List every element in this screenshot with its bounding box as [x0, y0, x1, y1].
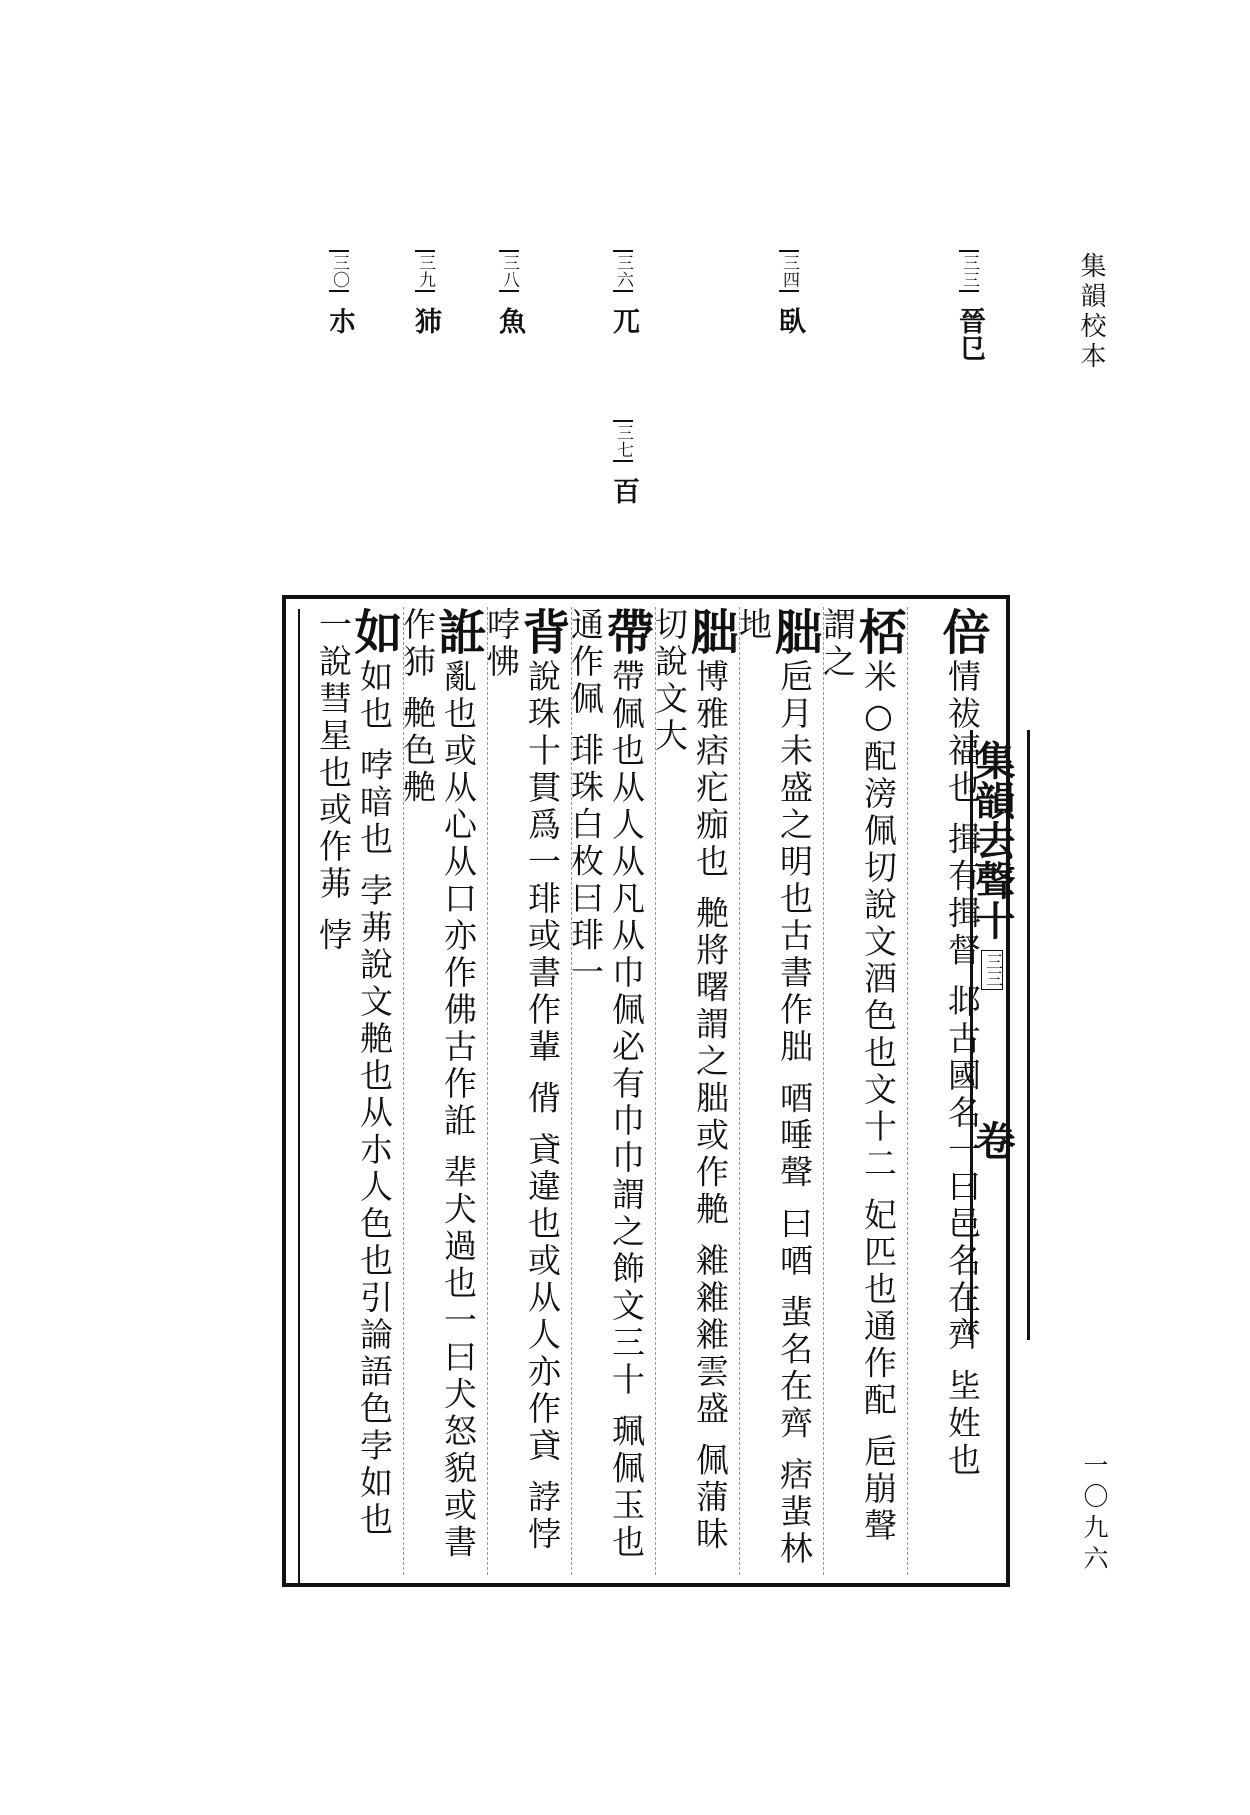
note-number: 三七 — [613, 420, 633, 462]
collation-note — [490, 250, 529, 334]
column-text: 帶佩也从人从凡从巾佩必有巾巾謂之飾文三十 珮佩玉也通作佩 琲珠白枚曰琲一 — [566, 607, 646, 1562]
fascicle-margin-label — [970, 730, 1030, 1340]
headword: 胐 — [682, 607, 738, 659]
margin-title: 集韻去聲十 — [969, 740, 1016, 940]
note-text: 兀 — [608, 307, 639, 335]
note-number: 三八 — [499, 250, 519, 292]
text-column — [650, 607, 738, 1575]
collation-note — [406, 250, 445, 334]
column-text: 博雅痞疕痂也 艴將曙謂之胐或作艴 䨀䨀䨀雲盛 佩蒲昧切說文大 — [650, 607, 730, 1554]
note-number: 三〇 — [329, 250, 349, 292]
margin-end-mark: 卷 — [969, 1120, 1016, 1160]
text-columns — [308, 607, 990, 1575]
headword: 胐 — [766, 607, 822, 659]
note-number: 三六 — [613, 250, 633, 292]
headword: 䛘 — [430, 607, 486, 659]
page-header-title: 集韻校本 — [1076, 252, 1106, 372]
column-text: 如也 哱暗也 孛茀說文艴也从朩人色也引論語色孛如也一說彗星也或作茀 悖 — [314, 607, 394, 1539]
column-text: 亂也或从心从口亦作佛古作䛘 㹃犬過也一曰犬怒貌或書作犻 艴色艴 — [398, 607, 478, 1562]
collation-note — [604, 250, 643, 334]
headword: 帶 — [598, 607, 654, 659]
text-column — [734, 607, 822, 1575]
note-text: 朩 — [324, 307, 355, 335]
note-number: 三四 — [779, 250, 799, 292]
column-text: 巵月未盛之明也古書作朏 唒唾聲 曰唒 蜚名在齊 痞蜚林地 — [734, 607, 814, 1568]
column-text: 情祓福也 揖有揖督 邶古國名一曰邑名在齊 坒姓也 — [943, 659, 982, 1480]
note-text: 百 — [608, 477, 639, 505]
note-number: 三九 — [415, 250, 435, 292]
text-column — [482, 607, 570, 1575]
headword: 如 — [346, 607, 402, 659]
page-number: 一〇九六 — [1080, 1452, 1109, 1576]
note-text: 犻 — [410, 307, 441, 335]
collation-note — [770, 250, 809, 334]
headword: 倍 — [934, 607, 990, 659]
margin-note-number: 三三 — [981, 950, 1003, 990]
text-column — [314, 607, 402, 1575]
headword: 背 — [514, 607, 570, 659]
headword: 桮 — [850, 607, 906, 659]
collation-note — [604, 420, 643, 504]
text-column — [398, 607, 486, 1575]
text-column — [818, 607, 906, 1575]
column-text: 說珠十貫爲一琲或書作輩 偝 貣違也或从人亦作貣 誖悖哱怫 — [482, 607, 562, 1554]
woodblock-page-frame — [282, 595, 1010, 1587]
collation-note — [950, 250, 989, 361]
text-column — [566, 607, 654, 1575]
column-text: 米○配滂佩切說文酒色也文十二 妃匹也通作配 巵崩聲謂之 — [818, 607, 898, 1545]
note-text: 晉㔾 — [954, 307, 985, 362]
note-number: 三三 — [959, 250, 979, 292]
note-text: 臥 — [774, 307, 805, 335]
note-text: 魚 — [494, 307, 525, 335]
collation-note — [320, 250, 359, 334]
